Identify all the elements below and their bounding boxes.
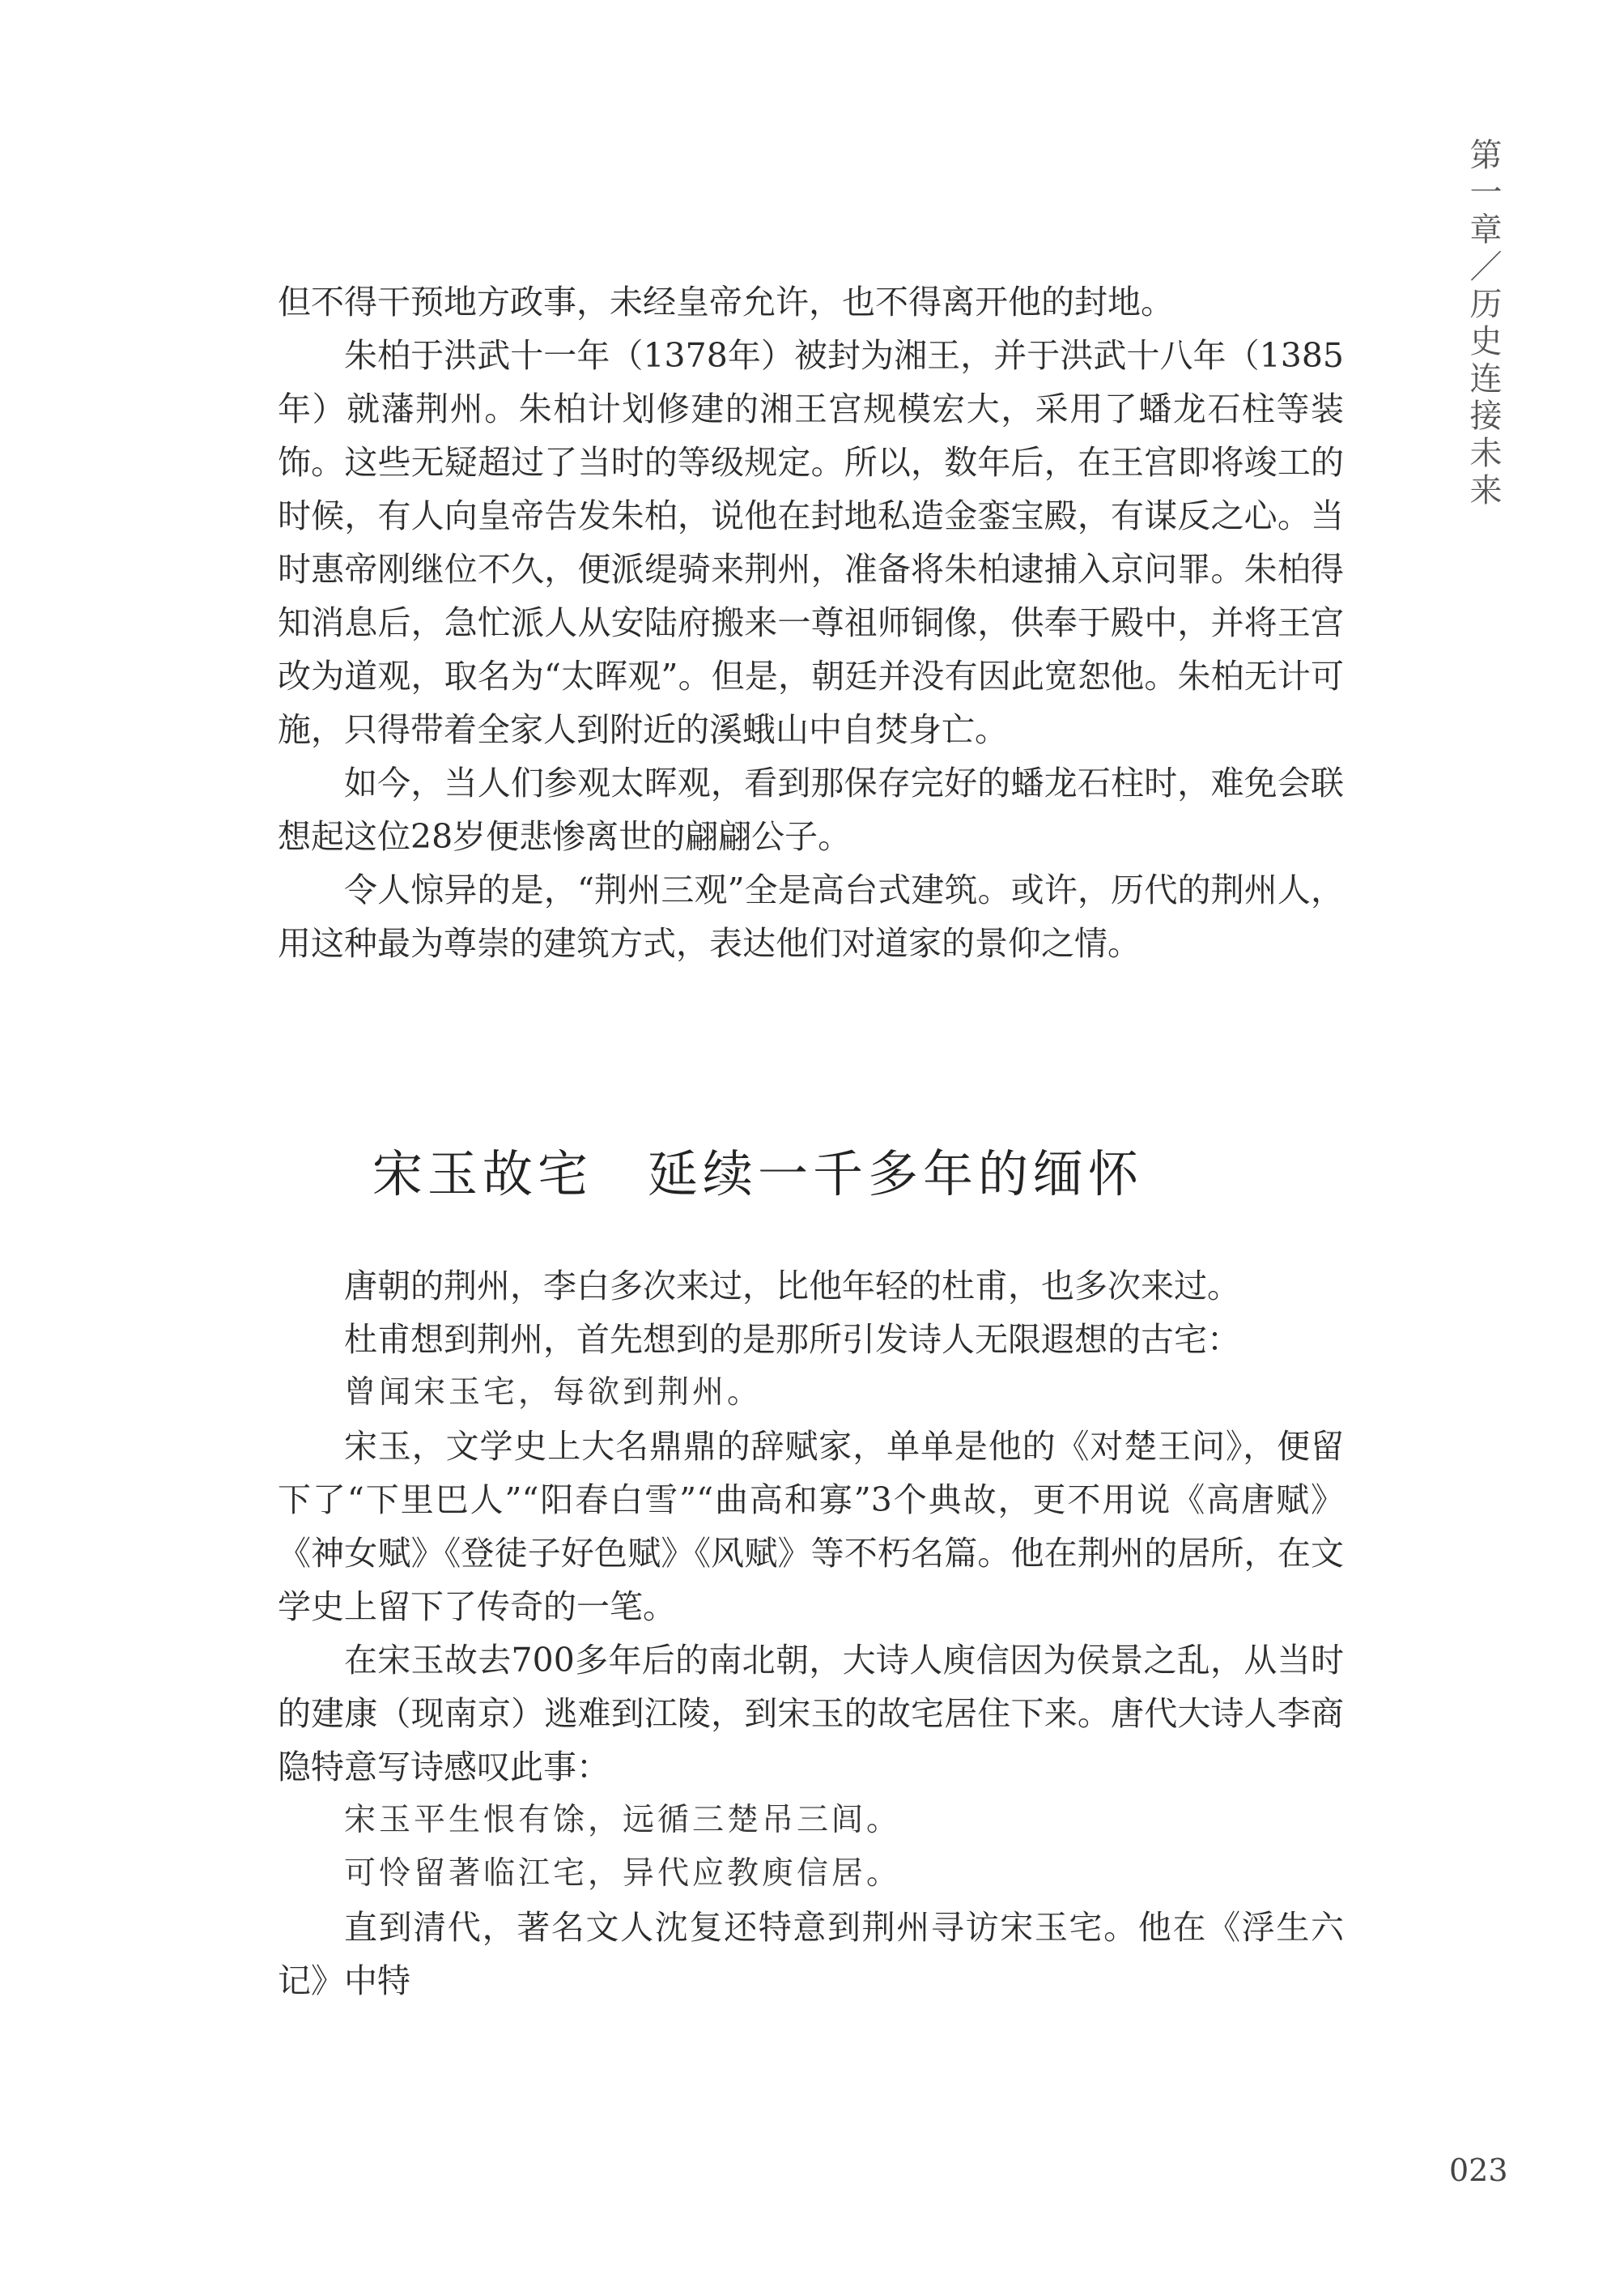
paragraph: 令人惊异的是，“荆州三观”全是高台式建筑。或许，历代的荆州人，用这种最为尊崇的建筑方式，表达他们对道家的景仰之情。 xyxy=(278,871,1344,963)
paragraph: 宋玉，文学史上大名鼎鼎的辞赋家，单单是他的《对楚王问》，便留下了“下里巴人”“阳春白雪”“曲高和寡”3个典故，更不用说《高唐赋》《神女赋》《登徒子好色赋》《风赋》等不朽名篇。他在荆州的居所，在文学史上留下了传奇的一笔。 xyxy=(278,1427,1344,1626)
paragraph: 但不得干预地方政事，未经皇帝允许，也不得离开他的封地。 xyxy=(278,283,1174,321)
paragraph: 在宋玉故去700多年后的南北朝，大诗人庾信因为侯景之乱，从当时的建康（现南京）逃难到江陵，到宋玉的故宅居住下来。唐代大诗人李商隐特意写诗感叹此事： xyxy=(278,1641,1344,1786)
poem-line: 宋玉平生恨有馀，远循三楚吊三闾。 xyxy=(344,1802,902,1838)
section-1-body xyxy=(278,275,1344,970)
paragraph: 朱柏于洪武十一年（1378年）被封为湘王，并于洪武十八年（1385年）就藩荆州。朱柏计划修建的湘王宫规模宏大，采用了蟠龙石柱等装饰。这些无疑超过了当时的等级规定。所以，数年后，在王宫即将竣工的时候，有人向皇帝告发朱柏，说他在封地私造金銮宝殿，有谋反之心。当时惠帝刚继位不久，便派缇骑来荆州，准备将朱柏逮捕入京问罪。朱柏得知消息后，急忙派人从安陆府搬来一尊祖师铜像，供奉于殿中，并将王宫改为道观，取名为“太晖观”。但是，朝廷并没有因此宽恕他。朱柏无计可施，只得带着全家人到附近的溪蛾山中自焚身亡。 xyxy=(278,336,1344,749)
paragraph: 如今，当人们参观太晖观，看到那保存完好的蟠龙石柱时，难免会联想起这位28岁便悲惨离世的翩翩公子。 xyxy=(278,764,1344,856)
paragraph: 杜甫想到荆州，首先想到的是那所引发诗人无限遐想的古宅： xyxy=(344,1320,1240,1359)
section-2-body xyxy=(278,1259,1344,2008)
poem-line: 可怜留著临江宅，异代应教庾信居。 xyxy=(344,1855,902,1892)
chapter-header: 第一章／历史连接未来 xyxy=(1465,138,1502,510)
page-number: 023 xyxy=(1449,2152,1508,2188)
section-title: 宋玉故宅 延续一千多年的缅怀 xyxy=(372,1144,1144,1203)
paragraph: 直到清代，著名文人沈复还特意到荆州寻访宋玉宅。他在《浮生六记》中特 xyxy=(278,1908,1344,2000)
paragraph: 唐朝的荆州，李白多次来过，比他年轻的杜甫，也多次来过。 xyxy=(344,1267,1240,1305)
poem-line: 曾闻宋玉宅，每欲到荆州。 xyxy=(344,1374,763,1411)
